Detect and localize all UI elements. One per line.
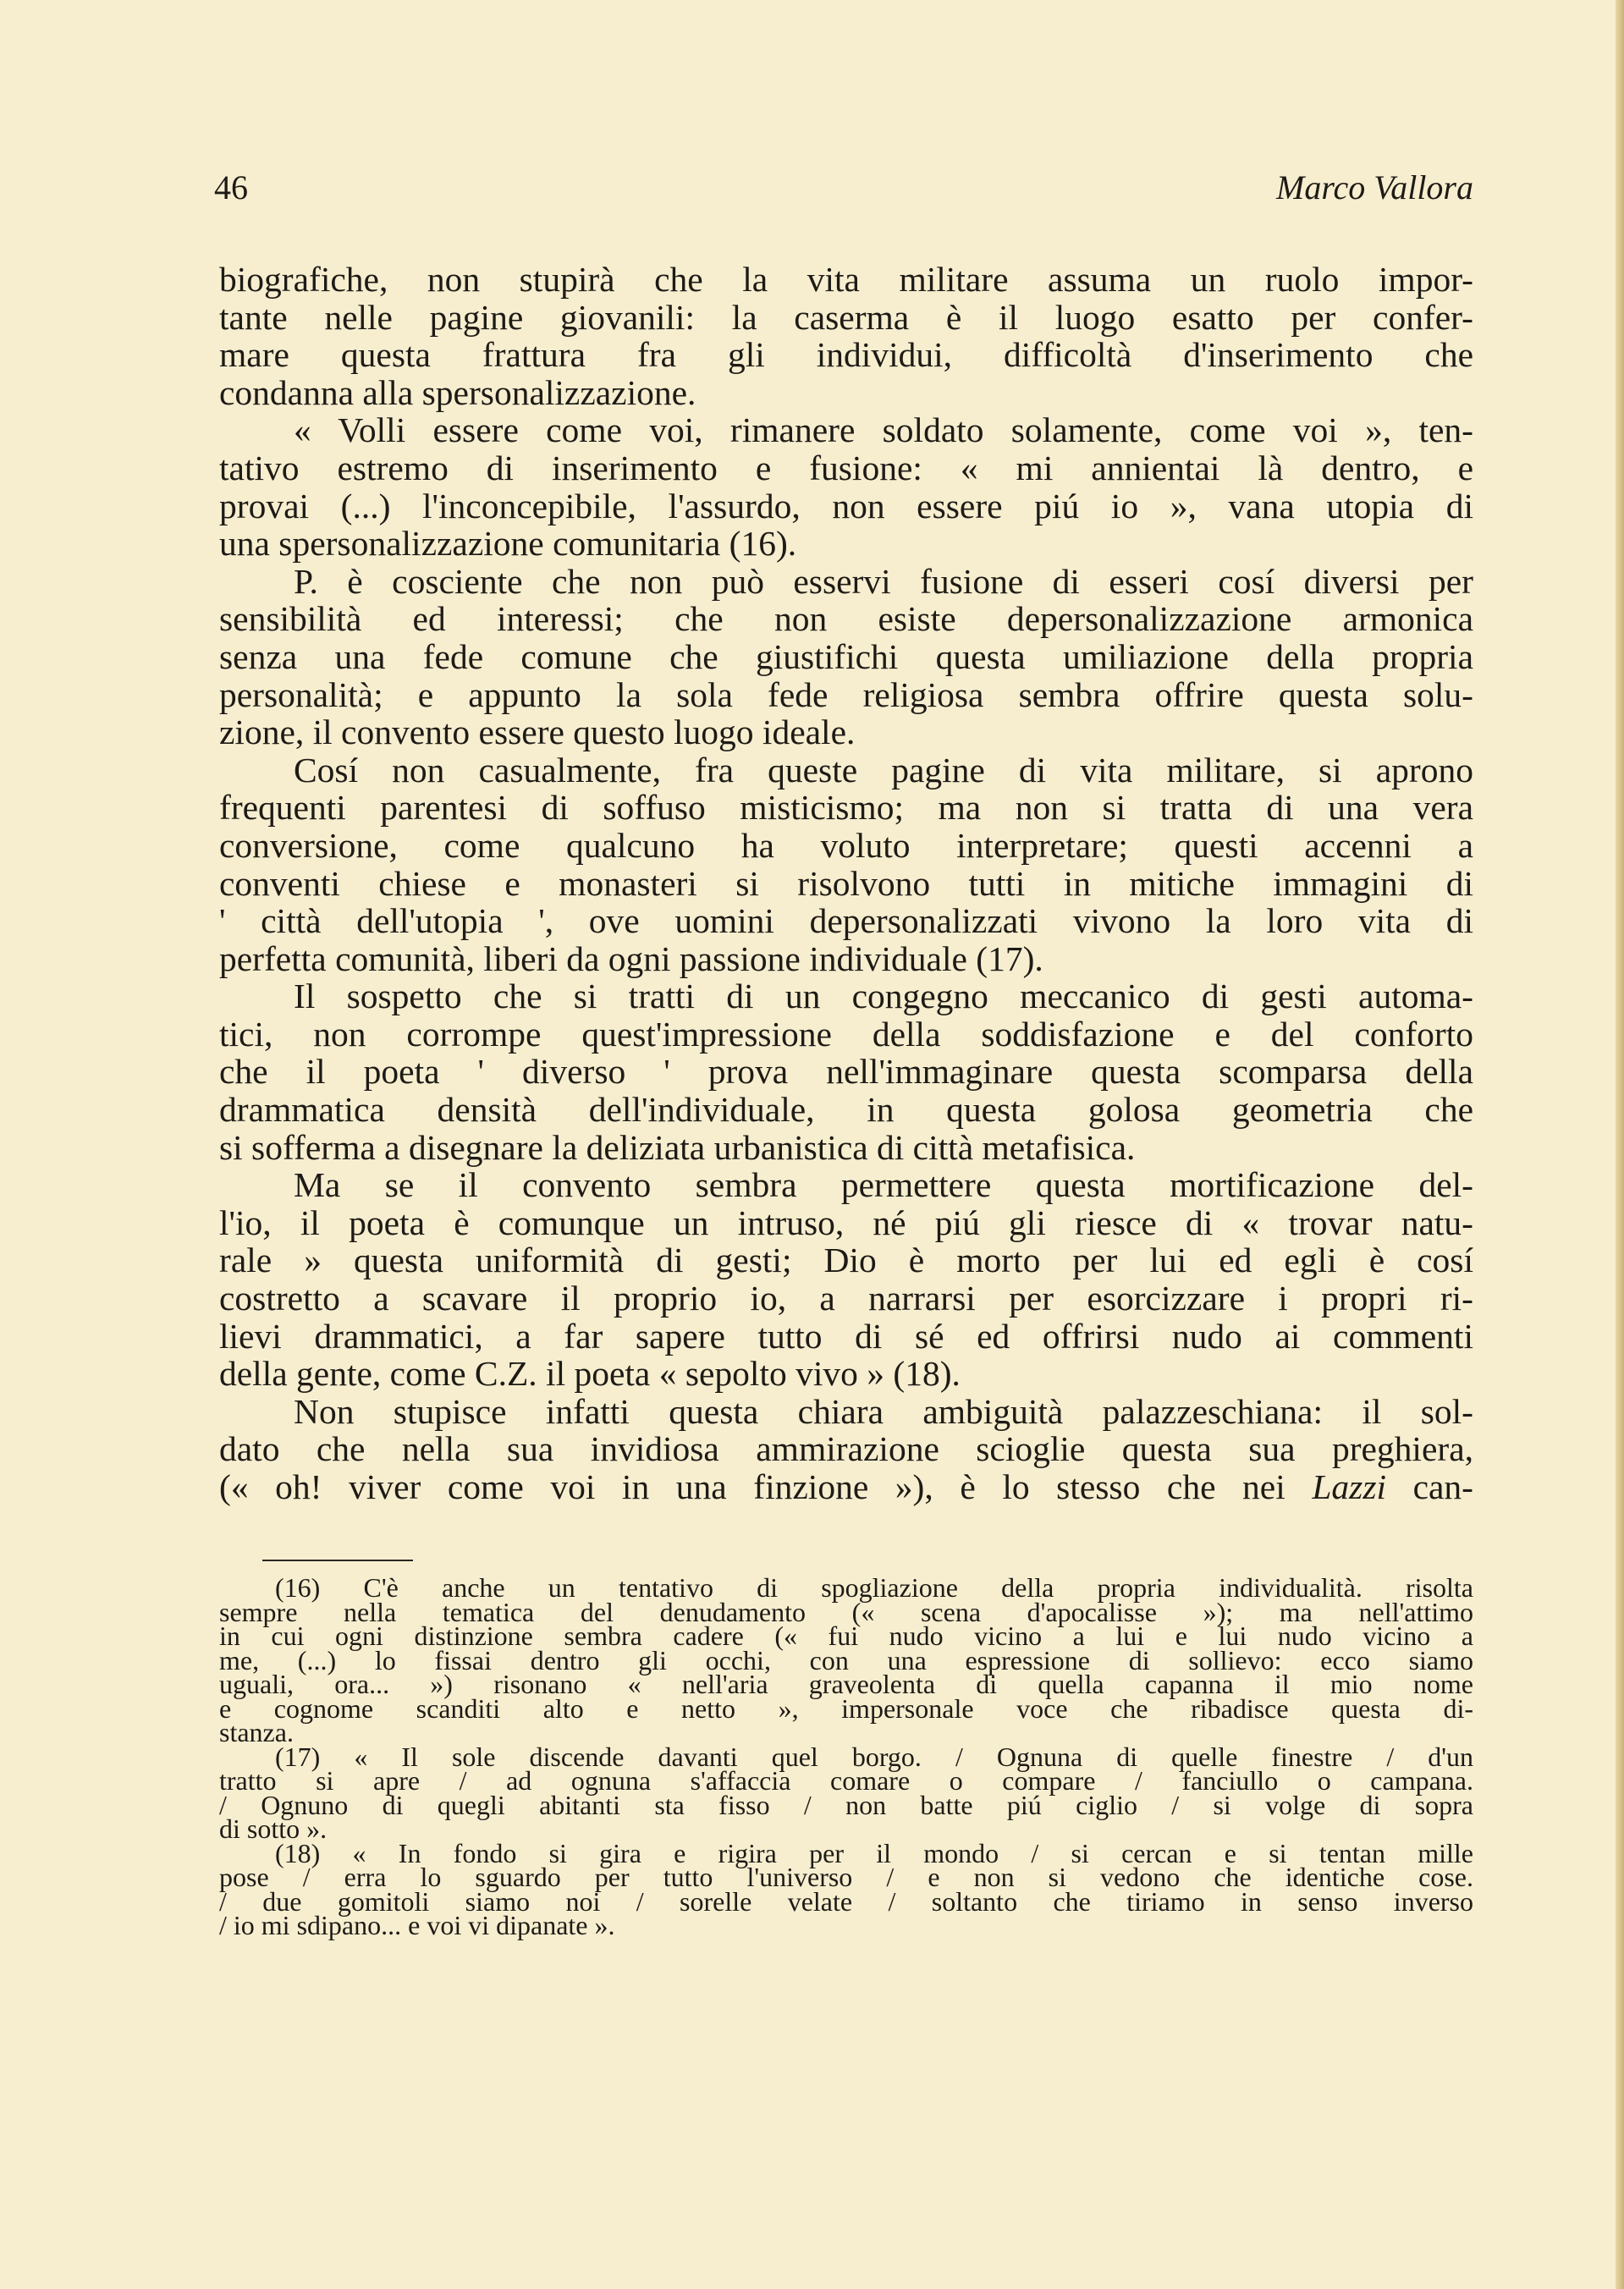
text-line: « Volli essere come voi, rimanere soldato solamente, come voi », ten-	[294, 410, 1473, 450]
text-line: Ma se il convento sembra permettere questa mortificazione del-	[294, 1165, 1473, 1205]
text-run: can-	[1386, 1467, 1473, 1506]
text-line: perfetta comunità, liberi da ogni passione individuale (17).	[219, 938, 1043, 978]
text-line: conventi chiese e monasteri si risolvono tutti in mitiche immagini di	[219, 863, 1473, 903]
text-line: me, (...) lo fissai dentro gli occhi, con una espressione di sollievo: ecco siamo	[219, 1644, 1473, 1675]
text-line: rale » questa uniformità di gesti; Dio è morto per lui ed egli è cosí	[219, 1241, 1473, 1280]
text-line: tante nelle pagine giovanili: la caserma è il luogo esatto per confer-	[219, 297, 1473, 337]
page-edge	[1616, 0, 1624, 2289]
text-line: costretto a scavare il proprio io, a narrarsi per esorcizzare i propri ri-	[219, 1279, 1473, 1318]
text-line: drammatica densità dell'individuale, in questa golosa geometria che	[219, 1090, 1473, 1130]
page-header	[214, 168, 1473, 210]
paragraph-1	[219, 261, 1473, 411]
body-text	[219, 261, 1473, 1506]
text-line: / due gomitoli siamo noi / sorelle velate / soltanto che tiriamo in senso inverso	[219, 1885, 1473, 1917]
footnote-17	[219, 1741, 1473, 1844]
paragraph-7	[219, 1393, 1473, 1506]
text-line: uguali, ora... ») risonano « nell'aria graveolenta di quella capanna il mio nome	[219, 1669, 1473, 1699]
paragraph-6	[219, 1166, 1473, 1393]
text-line: mare questa frattura fra gli individui, difficoltà d'inserimento che	[219, 335, 1473, 375]
text-line: lievi drammatici, a far sapere tutto di sé ed offrirsi nudo ai commenti	[219, 1316, 1473, 1356]
text-line: stanza.	[219, 1717, 294, 1747]
text-line: (17) « Il sole discende davanti quel borgo. / Ognuna di quelle finestre / d'un	[275, 1741, 1473, 1772]
text-line: e cognome scanditi alto e netto », impersonale voce che ribadisce questa di-	[219, 1692, 1473, 1724]
text-line: condanna alla spersonalizzazione.	[219, 372, 696, 412]
text-line: personalità; e appunto la sola fede religiosa sembra offrire questa solu-	[219, 674, 1473, 714]
text-line: sensibilità ed interessi; che non esiste depersonalizzazione armonica	[219, 599, 1473, 639]
text-line: dato che nella sua invidiosa ammirazione scioglie questa sua preghiera,	[219, 1429, 1473, 1469]
text-line: biografiche, non stupirà che la vita militare assuma un ruolo impor-	[219, 260, 1473, 299]
text-line: senza una fede comune che giustifichi questa umiliazione della propria	[219, 636, 1473, 676]
text-line: sempre nella tematica del denudamento (« scena d'apocalisse »); ma nell'attimo	[219, 1596, 1473, 1627]
text-line: Non stupisce infatti questa chiara ambiguità palazzeschiana: il sol-	[294, 1391, 1473, 1431]
text-line: pose / erra lo sguardo per tutto l'universo / e non si vedono che identiche cose.	[219, 1862, 1473, 1892]
footnote-18	[219, 1837, 1473, 1940]
text-line: tratto si apre / ad ognuna s'affaccia comare o compare / fanciullo o campana.	[219, 1765, 1473, 1796]
paragraph-2	[219, 411, 1473, 562]
text-line: (18) « In fondo si gira e rigira per il mondo / si cercan e si tentan mille	[275, 1837, 1473, 1868]
text-line: / Ognuno di quegli abitanti sta fisso / non batte piú ciglio / si volge di sopra	[219, 1789, 1473, 1820]
paragraph-5	[219, 977, 1473, 1166]
text-line: tici, non corrompe quest'impressione della soddisfazione e del conforto	[219, 1014, 1473, 1054]
text-line: in cui ogni distinzione sembra cadere (« fui nudo vicino a lui e lui nudo vicino a	[219, 1620, 1473, 1651]
paragraph-3	[219, 563, 1473, 751]
running-head-author: Marco Vallora	[1276, 168, 1473, 206]
text-line: l'io, il poeta è comunque un intruso, né piú gli riesce di « trovar natu-	[219, 1202, 1473, 1242]
text-line: zione, il convento essere questo luogo ideale.	[219, 713, 856, 752]
footnote-16	[219, 1572, 1473, 1747]
page-number: 46	[214, 168, 248, 206]
footnote-divider	[262, 1560, 413, 1561]
paragraph-4	[219, 751, 1473, 978]
text-run: (« oh! viver come voi in una finzione »), è lo stesso che nei	[219, 1467, 1313, 1506]
text-line: ' città dell'utopia ', ove uomini depersonalizzati vivono la loro vita di	[219, 901, 1473, 941]
footnotes	[219, 1572, 1473, 1940]
text-line: della gente, come C.Z. il poeta « sepolto vivo » (18).	[219, 1354, 961, 1394]
text-line: Cosí non casualmente, fra queste pagine di vita militare, si aprono	[294, 750, 1473, 790]
text-line	[219, 1468, 1473, 1506]
text-line: una spersonalizzazione comunitaria (16).	[219, 524, 797, 564]
italic-title-lazzi: Lazzi	[1312, 1467, 1387, 1506]
text-line: provai (...) l'inconcepibile, l'assurdo, non essere piú io », vana utopia di	[219, 486, 1473, 525]
text-line: di sotto ».	[219, 1813, 328, 1844]
text-line: che il poeta ' diverso ' prova nell'immaginare questa scomparsa della	[219, 1052, 1473, 1092]
text-line: P. è cosciente che non può esservi fusione di esseri cosí diversi per	[294, 561, 1473, 601]
text-line: tativo estremo di inserimento e fusione: « mi annientai là dentro, e	[219, 448, 1473, 487]
text-line: (16) C'è anche un tentativo di spogliazione della propria individualità. risolta	[275, 1572, 1473, 1603]
text-line: conversione, come qualcuno ha voluto interpretare; questi accenni a	[219, 825, 1473, 865]
text-line: frequenti parentesi di soffuso misticismo; ma non si tratta di una vera	[219, 788, 1473, 828]
text-line: / io mi sdipano... e voi vi dipanate ».	[219, 1910, 615, 1940]
text-line: Il sospetto che si tratti di un congegno meccanico di gesti automa-	[294, 977, 1473, 1016]
text-line: si sofferma a disegnare la deliziata urbanistica di città metafisica.	[219, 1127, 1136, 1167]
